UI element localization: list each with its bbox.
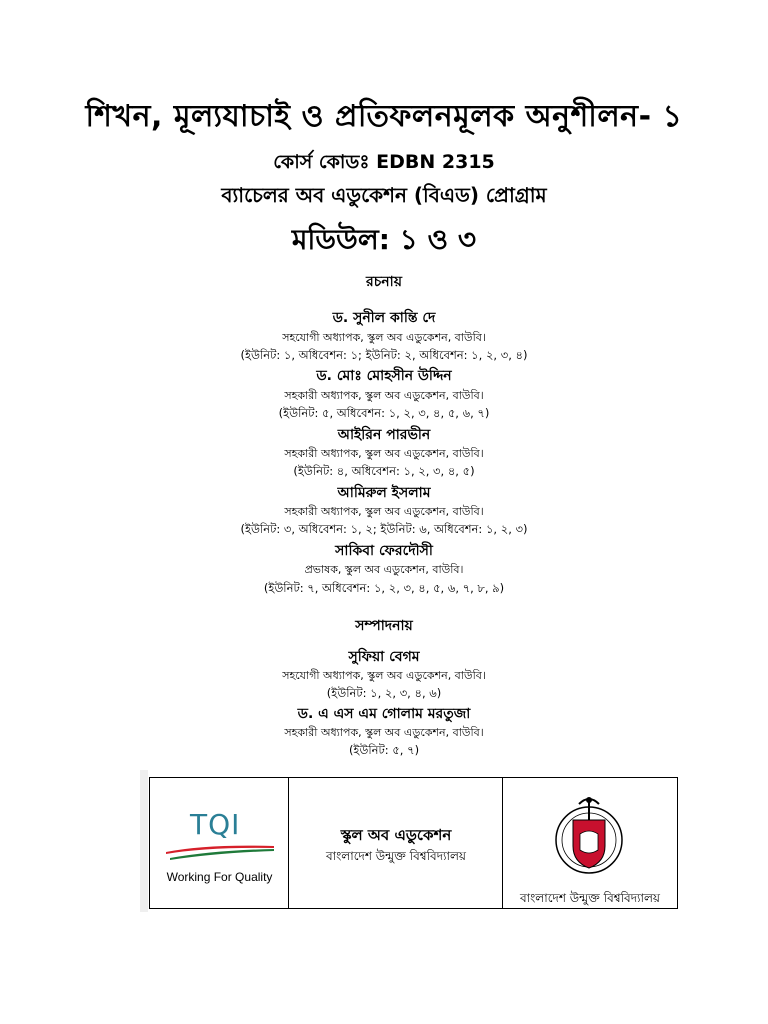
university-name: বাংলাদেশ উন্মুক্ত বিশ্ববিদ্যালয় [325, 849, 467, 863]
author-name: ড. মোঃ মোহসীন উদ্দিন [316, 368, 452, 384]
seal-caption: বাংলাদেশ উন্মুক্ত বিশ্ববিদ্যালয় [519, 891, 661, 905]
author-units: (ইউনিট: ১, অধিবেশন: ১; ইউনিট: ২, অধিবেশন: ১, ২, ৩, ৪) [240, 348, 528, 362]
seal-cell [503, 778, 677, 908]
author-units: (ইউনিট: ৪, অধিবেশন: ১, ২, ৩, ৪, ৫) [293, 464, 475, 478]
tqi-swoosh-icon [166, 838, 276, 860]
author-name: সাকিবা ফেরদৌসী [335, 543, 433, 559]
author-role: সহকারী অধ্যাপক, স্কুল অব এডুকেশন, বাউবি। [284, 389, 484, 402]
editor-units: (ইউনিট: ৫, ৭) [348, 743, 420, 757]
footer-box [149, 777, 678, 909]
author-role: সহকারী অধ্যাপক, স্কুল অব এডুকেশন, বাউবি। [284, 505, 484, 518]
authors-heading: রচনায় [366, 274, 402, 290]
author-units: (ইউনিট: ৫, অধিবেশন: ১, ২, ৩, ৪, ৫, ৬, ৭) [278, 406, 490, 420]
tqi-logo-text: TQI [190, 808, 241, 841]
editor-name: সুফিয়া বেগম [348, 649, 420, 665]
tqi-logo-cell [150, 778, 289, 908]
author-name: আমিরুল ইসলাম [337, 485, 431, 501]
school-cell [289, 778, 503, 908]
school-name: স্কুল অব এডুকেশন [340, 826, 452, 844]
author-units: (ইউনিট: ৩, অধিবেশন: ১, ২; ইউনিট: ৬, অধিবেশন: ১, ২, ৩) [240, 522, 528, 536]
document-title: শিখন, মূল্যযাচাই ও প্রতিফলনমূলক অনুশীলন- ১ [85, 99, 683, 134]
author-units: (ইউনিট: ৭, অধিবেশন: ১, ২, ৩, ৪, ৫, ৬, ৭, ৮, ৯) [263, 581, 505, 595]
tqi-tagline: Working For Quality [166, 870, 273, 884]
editor-role: সহকারী অধ্যাপক, স্কুল অব এডুকেশন, বাউবি। [284, 726, 484, 739]
editor-role: সহযোগী অধ্যাপক, স্কুল অব এডুকেশন, বাউবি। [282, 669, 486, 682]
author-role: সহকারী অধ্যাপক, স্কুল অব এডুকেশন, বাউবি। [284, 447, 484, 460]
author-name: ড. সুনীল কান্তি দে [332, 310, 436, 326]
shadow-bar [140, 770, 148, 912]
editor-name: ড. এ এস এম গোলাম মরতুজা [297, 706, 471, 722]
course-code: কোর্স কোডঃ EDBN 2315 [273, 151, 495, 173]
author-role: সহযোগী অধ্যাপক, স্কুল অব এডুকেশন, বাউবি। [282, 331, 486, 344]
editor-units: (ইউনিট: ১, ২, ৩, ৪, ৬) [326, 686, 442, 700]
program-name: ব্যাচেলর অব এডুকেশন (বিএড) প্রোগ্রাম [221, 183, 547, 207]
editors-heading: সম্পাদনায় [355, 618, 413, 634]
author-name: আইরিন পারভীন [337, 427, 431, 443]
module-label: মডিউল: ১ ও ৩ [291, 223, 477, 256]
author-role: প্রভাষক, স্কুল অব এডুকেশন, বাউবি। [304, 563, 464, 576]
bou-seal-icon [553, 790, 625, 880]
